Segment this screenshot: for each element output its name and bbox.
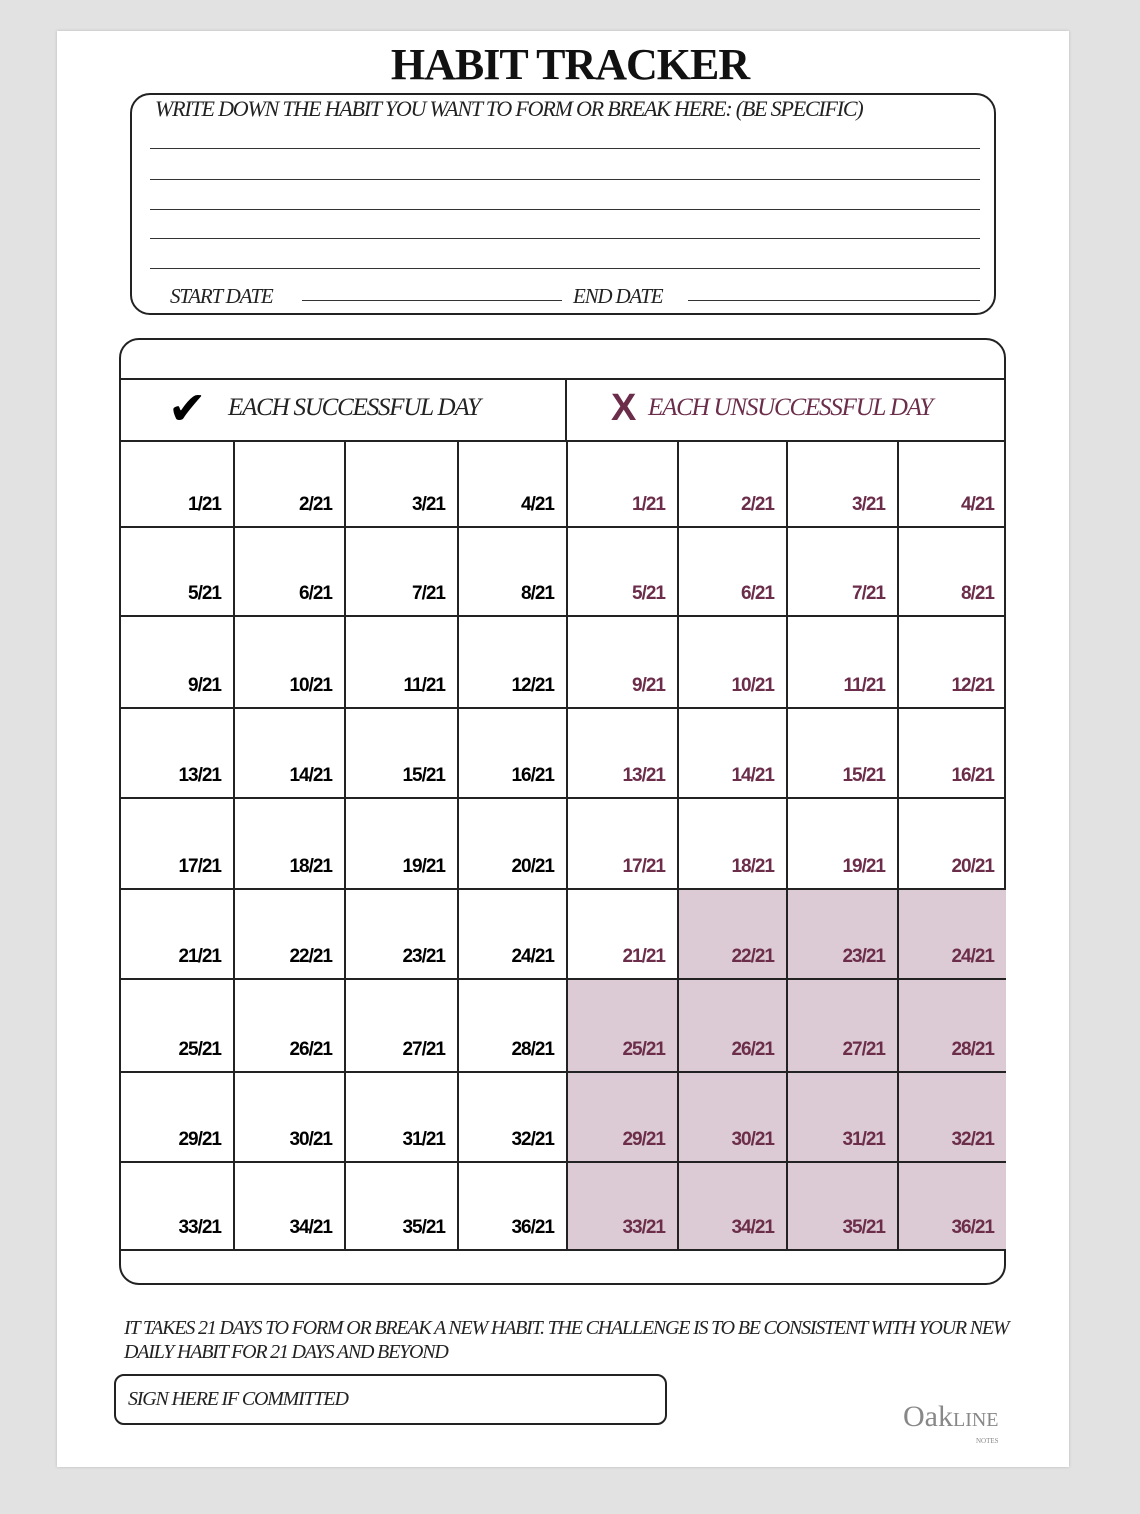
successful-day-cell[interactable] [457, 440, 566, 526]
x-icon: X [611, 387, 637, 429]
successful-day-cell[interactable] [344, 797, 457, 888]
day-label: 2/21 [741, 494, 774, 515]
day-label: 35/21 [402, 1217, 445, 1238]
day-label: 27/21 [842, 1039, 885, 1060]
footer-note: IT TAKES 21 DAYS TO FORM OR BREAK A NEW HABIT. THE CHALLENGE IS TO BE CONSISTENT WITH YOUR NEW DAILY HABIT FOR 21 DAYS AND BEYOND [124, 1317, 1009, 1363]
day-label: 36/21 [951, 1217, 994, 1238]
successful-day-cell[interactable] [457, 797, 566, 888]
unsuccessful-day-cell[interactable] [897, 707, 1006, 797]
unsuccessful-day-cell[interactable] [786, 526, 897, 615]
successful-day-cell[interactable] [119, 526, 233, 615]
day-label: 1/21 [188, 494, 221, 515]
day-label: 17/21 [178, 856, 221, 877]
day-label: 31/21 [402, 1129, 445, 1150]
day-label: 18/21 [731, 856, 774, 877]
unsuccessful-day-cell[interactable] [566, 978, 677, 1071]
successful-day-cell[interactable] [119, 615, 233, 707]
day-label: 9/21 [188, 675, 221, 696]
unsuccessful-day-cell[interactable] [897, 888, 1006, 978]
logo-sub: NOTES [975, 1437, 999, 1445]
day-label: 26/21 [289, 1039, 332, 1060]
unsuccessful-day-cell[interactable] [897, 440, 1006, 526]
unsuccessful-day-cell[interactable] [677, 1071, 786, 1161]
unsuccessful-day-cell[interactable] [677, 888, 786, 978]
successful-day-cell[interactable] [233, 1071, 344, 1161]
grid-divider [119, 378, 1006, 380]
day-label: 5/21 [632, 583, 665, 604]
day-label: 12/21 [511, 675, 554, 696]
unsuccessful-day-cell[interactable] [897, 1161, 1006, 1249]
grid-divider [119, 1249, 1006, 1251]
start-date-field[interactable] [302, 300, 562, 301]
day-label: 6/21 [299, 583, 332, 604]
successful-day-cell[interactable] [233, 797, 344, 888]
unsuccessful-day-cell[interactable] [677, 707, 786, 797]
unsuccessful-day-cell[interactable] [677, 440, 786, 526]
day-label: 33/21 [622, 1217, 665, 1238]
day-label: 15/21 [842, 765, 885, 786]
day-label: 5/21 [188, 583, 221, 604]
day-label: 22/21 [731, 946, 774, 967]
day-label: 14/21 [731, 765, 774, 786]
unsuccessful-day-cell[interactable] [566, 526, 677, 615]
habit-line-4[interactable] [150, 238, 980, 239]
successful-day-cell[interactable] [119, 797, 233, 888]
day-label: 25/21 [178, 1039, 221, 1060]
logo-main: Oak [903, 1400, 953, 1433]
fail-label: EACH UNSUCCESSFUL DAY [648, 394, 933, 421]
unsuccessful-day-cell[interactable] [566, 440, 677, 526]
grid-divider [565, 378, 567, 440]
successful-day-cell[interactable] [344, 1161, 457, 1249]
day-label: 18/21 [289, 856, 332, 877]
unsuccessful-day-cell[interactable] [566, 888, 677, 978]
day-label: 34/21 [289, 1217, 332, 1238]
unsuccessful-day-cell[interactable] [677, 797, 786, 888]
habit-prompt: WRITE DOWN THE HABIT YOU WANT TO FORM OR BREAK HERE: (BE SPECIFIC) [155, 96, 863, 121]
day-label: 10/21 [289, 675, 332, 696]
day-label: 31/21 [842, 1129, 885, 1150]
unsuccessful-day-cell[interactable] [897, 797, 1006, 888]
day-label: 14/21 [289, 765, 332, 786]
successful-day-cell[interactable] [344, 978, 457, 1071]
day-label: 15/21 [402, 765, 445, 786]
day-label: 2/21 [299, 494, 332, 515]
day-label: 8/21 [521, 583, 554, 604]
habit-box [130, 93, 996, 315]
successful-day-cell[interactable] [233, 978, 344, 1071]
day-label: 23/21 [842, 946, 885, 967]
unsuccessful-day-cell[interactable] [786, 440, 897, 526]
unsuccessful-day-cell[interactable] [566, 707, 677, 797]
unsuccessful-day-cell[interactable] [897, 978, 1006, 1071]
day-label: 26/21 [731, 1039, 774, 1060]
unsuccessful-day-cell[interactable] [566, 1161, 677, 1249]
day-label: 1/21 [632, 494, 665, 515]
successful-day-cell[interactable] [119, 1161, 233, 1249]
day-label: 20/21 [951, 856, 994, 877]
successful-day-cell[interactable] [233, 1161, 344, 1249]
day-label: 6/21 [741, 583, 774, 604]
habit-line-2[interactable] [150, 179, 980, 180]
habit-line-5[interactable] [150, 268, 980, 269]
habit-line-3[interactable] [150, 209, 980, 210]
successful-day-cell[interactable] [344, 888, 457, 978]
successful-day-cell[interactable] [344, 526, 457, 615]
successful-day-cell[interactable] [233, 888, 344, 978]
successful-day-cell[interactable] [457, 1071, 566, 1161]
day-label: 34/21 [731, 1217, 774, 1238]
unsuccessful-day-cell[interactable] [786, 797, 897, 888]
unsuccessful-day-cell[interactable] [677, 978, 786, 1071]
unsuccessful-day-cell[interactable] [677, 1161, 786, 1249]
unsuccessful-day-cell[interactable] [677, 526, 786, 615]
page-title: HABIT TRACKER [390, 40, 750, 89]
day-label: 32/21 [951, 1129, 994, 1150]
successful-day-cell[interactable] [233, 707, 344, 797]
day-label: 13/21 [622, 765, 665, 786]
successful-day-cell[interactable] [344, 1071, 457, 1161]
day-label: 10/21 [731, 675, 774, 696]
day-label: 20/21 [511, 856, 554, 877]
end-date-field[interactable] [688, 300, 980, 301]
day-label: 36/21 [511, 1217, 554, 1238]
day-label: 4/21 [961, 494, 994, 515]
sign-label: SIGN HERE IF COMMITTED [128, 1388, 348, 1410]
day-label: 24/21 [951, 946, 994, 967]
day-label: 16/21 [511, 765, 554, 786]
start-date-label: START DATE [170, 284, 273, 308]
sign-field[interactable] [114, 1374, 667, 1425]
logo-line: LINE [952, 1409, 999, 1431]
successful-day-cell[interactable] [119, 707, 233, 797]
unsuccessful-day-cell[interactable] [786, 978, 897, 1071]
unsuccessful-day-cell[interactable] [677, 615, 786, 707]
day-label: 4/21 [521, 494, 554, 515]
day-label: 22/21 [289, 946, 332, 967]
successful-day-cell[interactable] [233, 440, 344, 526]
unsuccessful-day-cell[interactable] [786, 888, 897, 978]
day-label: 32/21 [511, 1129, 554, 1150]
successful-day-cell[interactable] [119, 978, 233, 1071]
day-label: 17/21 [622, 856, 665, 877]
successful-day-cell[interactable] [344, 615, 457, 707]
unsuccessful-day-cell[interactable] [786, 615, 897, 707]
day-label: 8/21 [961, 583, 994, 604]
day-label: 28/21 [951, 1039, 994, 1060]
day-label: 19/21 [402, 856, 445, 877]
day-label: 25/21 [622, 1039, 665, 1060]
successful-day-cell[interactable] [233, 615, 344, 707]
unsuccessful-day-cell[interactable] [786, 1071, 897, 1161]
day-label: 28/21 [511, 1039, 554, 1060]
day-label: 21/21 [178, 946, 221, 967]
day-label: 21/21 [622, 946, 665, 967]
successful-day-cell[interactable] [119, 888, 233, 978]
day-label: 11/21 [843, 675, 885, 696]
day-label: 33/21 [178, 1217, 221, 1238]
day-label: 13/21 [178, 765, 221, 786]
day-label: 12/21 [951, 675, 994, 696]
day-label: 30/21 [731, 1129, 774, 1150]
day-label: 29/21 [178, 1129, 221, 1150]
day-label: 7/21 [412, 583, 445, 604]
day-label: 7/21 [852, 583, 885, 604]
day-label: 3/21 [852, 494, 885, 515]
day-label: 3/21 [412, 494, 445, 515]
success-label: EACH SUCCESSFUL DAY [228, 394, 480, 421]
day-label: 27/21 [402, 1039, 445, 1060]
unsuccessful-day-cell[interactable] [897, 526, 1006, 615]
successful-day-cell[interactable] [119, 1071, 233, 1161]
day-label: 29/21 [622, 1129, 665, 1150]
end-date-label: END DATE [573, 284, 663, 308]
successful-day-cell[interactable] [119, 440, 233, 526]
unsuccessful-day-cell[interactable] [566, 1071, 677, 1161]
successful-day-cell[interactable] [344, 440, 457, 526]
day-label: 9/21 [632, 675, 665, 696]
successful-day-cell[interactable] [457, 707, 566, 797]
unsuccessful-day-cell[interactable] [566, 797, 677, 888]
logo [903, 1400, 999, 1446]
successful-day-cell[interactable] [233, 526, 344, 615]
day-label: 16/21 [951, 765, 994, 786]
day-label: 24/21 [511, 946, 554, 967]
day-label: 19/21 [842, 856, 885, 877]
successful-day-cell[interactable] [457, 1161, 566, 1249]
successful-day-cell[interactable] [457, 615, 566, 707]
day-label: 35/21 [842, 1217, 885, 1238]
day-label: 30/21 [289, 1129, 332, 1150]
unsuccessful-day-cell[interactable] [786, 1161, 897, 1249]
successful-day-cell[interactable] [344, 707, 457, 797]
check-icon: ✔ [168, 383, 207, 434]
unsuccessful-day-cell[interactable] [786, 707, 897, 797]
habit-line-1[interactable] [150, 148, 980, 149]
unsuccessful-day-cell[interactable] [897, 1071, 1006, 1161]
day-label: 11/21 [403, 675, 445, 696]
successful-day-cell[interactable] [457, 526, 566, 615]
unsuccessful-day-cell[interactable] [897, 615, 1006, 707]
unsuccessful-day-cell[interactable] [566, 615, 677, 707]
day-label: 23/21 [402, 946, 445, 967]
successful-day-cell[interactable] [457, 888, 566, 978]
successful-day-cell[interactable] [457, 978, 566, 1071]
